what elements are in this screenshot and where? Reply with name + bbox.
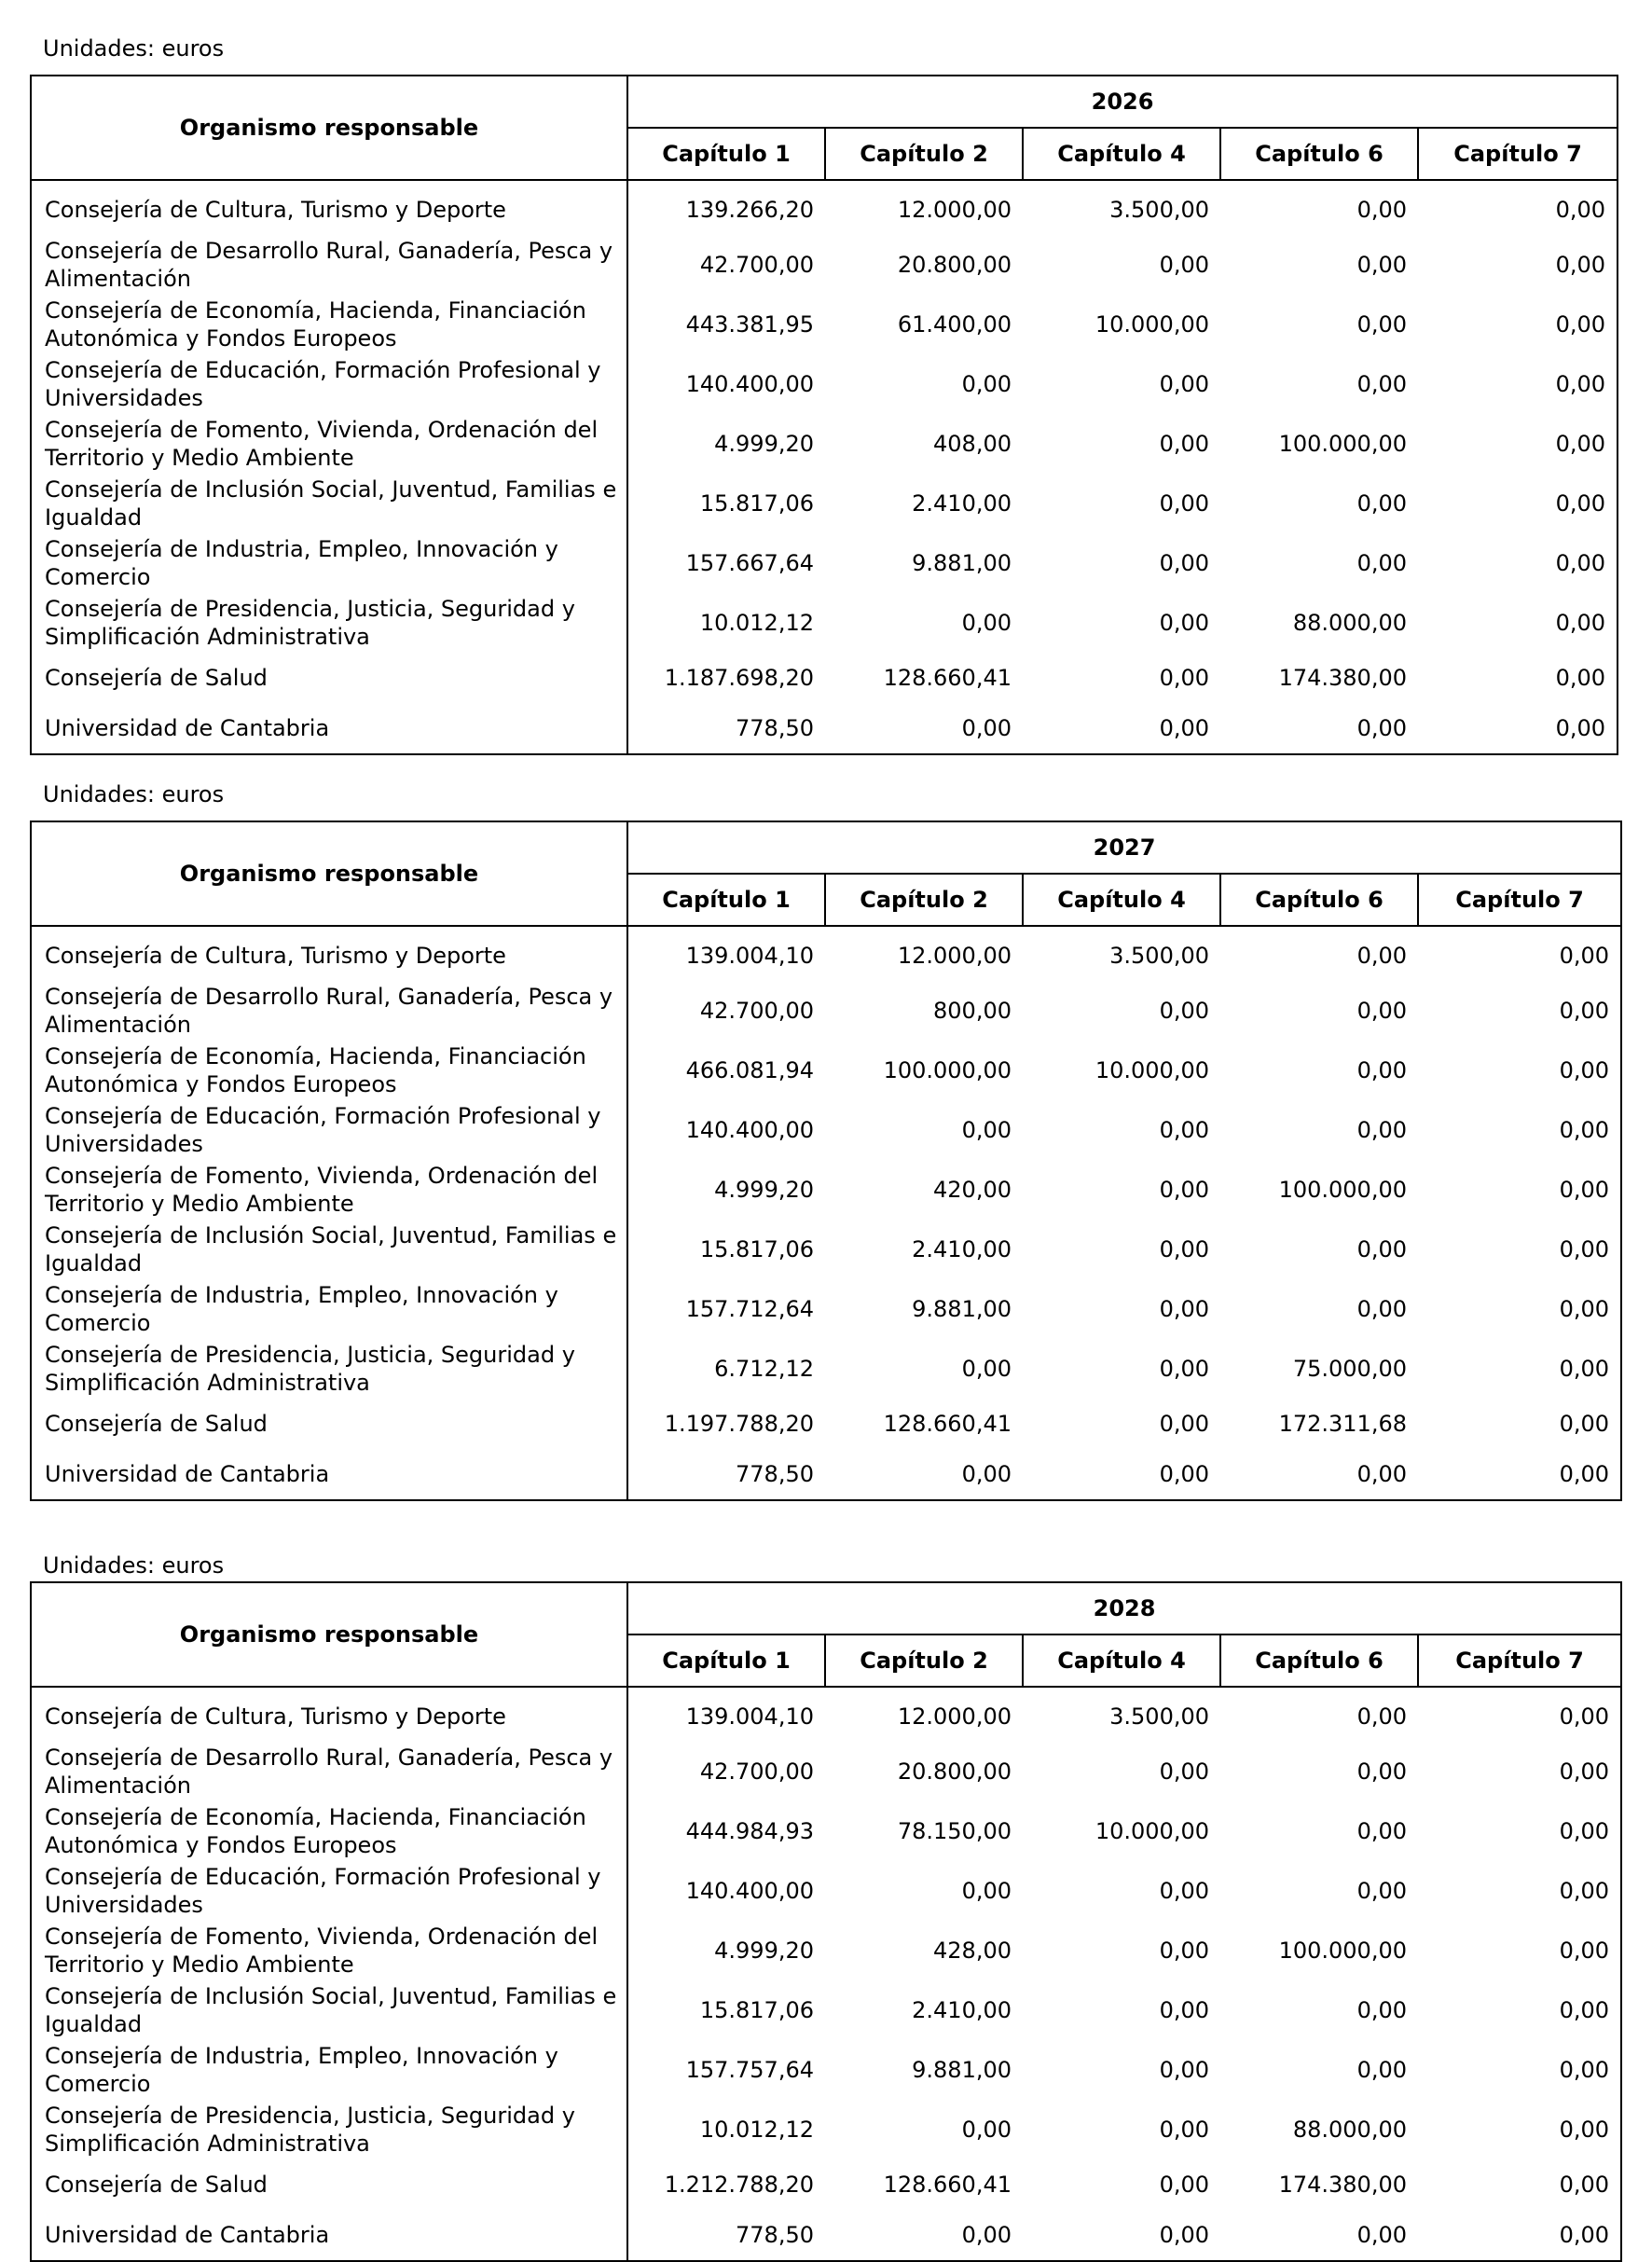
value-cell: 0,00 — [1159, 1878, 1209, 1904]
value-cell: 172.311,68 — [1278, 1411, 1407, 1437]
value-cell: 0,00 — [1159, 2222, 1209, 2248]
org-cell: Consejería de Economía, Hacienda, Financiación Autonómica y Fondos Europeos — [31, 1041, 627, 1100]
value-cell: 10.000,00 — [1094, 1057, 1209, 1083]
value-cell: 157.757,64 — [685, 2057, 814, 2083]
value-cell: 0,00 — [1555, 431, 1606, 457]
year-header: 2026 — [627, 76, 1618, 128]
chapter-header: Capítulo 1 — [627, 128, 825, 180]
value-cell: 0,00 — [1356, 1117, 1407, 1143]
value-cell: 139.004,10 — [685, 1703, 814, 1730]
units-label: Unidades: euros — [43, 35, 225, 62]
value-cell: 157.667,64 — [685, 550, 814, 576]
value-cell: 128.660,41 — [883, 665, 1012, 691]
table-row — [31, 414, 1618, 474]
value-cell: 88.000,00 — [1292, 610, 1407, 636]
value-cell: 0,00 — [1559, 1057, 1610, 1083]
value-cell: 0,00 — [1559, 1878, 1610, 1904]
table-row — [31, 981, 1621, 1041]
table-row — [31, 653, 1618, 703]
value-cell: 0,00 — [1356, 1296, 1407, 1322]
value-cell: 100.000,00 — [1278, 1938, 1407, 1964]
value-cell: 0,00 — [1555, 371, 1606, 397]
value-cell: 20.800,00 — [897, 252, 1012, 278]
table-row — [31, 1687, 1621, 1742]
value-cell: 139.004,10 — [685, 943, 814, 969]
value-cell: 0,00 — [1159, 2117, 1209, 2143]
value-cell: 12.000,00 — [897, 943, 1012, 969]
value-cell: 0,00 — [961, 610, 1012, 636]
org-cell: Consejería de Inclusión Social, Juventud, Familias e Igualdad — [31, 474, 627, 533]
units-label: Unidades: euros — [43, 1552, 225, 1579]
value-cell: 443.381,95 — [685, 311, 814, 338]
value-cell: 0,00 — [1559, 2172, 1610, 2198]
org-cell: Consejería de Salud — [31, 653, 627, 703]
value-cell: 12.000,00 — [897, 197, 1012, 223]
value-cell: 0,00 — [961, 715, 1012, 741]
value-cell: 0,00 — [961, 2117, 1012, 2143]
table-row — [31, 593, 1618, 653]
table-row — [31, 1100, 1621, 1160]
table-row — [31, 1160, 1621, 1220]
value-cell: 174.380,00 — [1278, 2172, 1407, 2198]
value-cell: 0,00 — [1356, 1461, 1407, 1487]
value-cell: 0,00 — [961, 371, 1012, 397]
org-cell: Consejería de Cultura, Turismo y Deporte — [31, 180, 627, 235]
value-cell: 0,00 — [1356, 371, 1407, 397]
value-cell: 0,00 — [1159, 1356, 1209, 1382]
org-column-header: Organismo responsable — [31, 821, 627, 926]
value-cell: 0,00 — [1356, 943, 1407, 969]
value-cell: 0,00 — [1356, 252, 1407, 278]
org-cell: Consejería de Inclusión Social, Juventud, Familias e Igualdad — [31, 1220, 627, 1279]
chapter-header: Capítulo 2 — [825, 1634, 1023, 1687]
table-row — [31, 2159, 1621, 2210]
value-cell: 0,00 — [1559, 1759, 1610, 1785]
org-cell: Consejería de Presidencia, Justicia, Seguridad y Simplificación Administrativa — [31, 2100, 627, 2159]
table-row — [31, 1041, 1621, 1100]
value-cell: 128.660,41 — [883, 2172, 1012, 2198]
value-cell: 0,00 — [1356, 1703, 1407, 1730]
table-row — [31, 1279, 1621, 1339]
value-cell: 0,00 — [1555, 665, 1606, 691]
value-cell: 174.380,00 — [1278, 665, 1407, 691]
value-cell: 0,00 — [1559, 1938, 1610, 1964]
value-cell: 0,00 — [1356, 1878, 1407, 1904]
chapter-header: Capítulo 7 — [1418, 1634, 1621, 1687]
value-cell: 3.500,00 — [1109, 1703, 1209, 1730]
value-cell: 0,00 — [1555, 311, 1606, 338]
value-cell: 444.984,93 — [685, 1818, 814, 1844]
org-cell: Consejería de Desarrollo Rural, Ganadería, Pesca y Alimentación — [31, 235, 627, 295]
org-cell: Consejería de Industria, Empleo, Innovación y Comercio — [31, 533, 627, 593]
budget-table-2026 — [30, 75, 1618, 755]
value-cell: 0,00 — [1555, 550, 1606, 576]
value-cell: 0,00 — [1356, 998, 1407, 1024]
value-cell: 4.999,20 — [714, 1938, 814, 1964]
table-row — [31, 1449, 1621, 1500]
value-cell: 0,00 — [1555, 252, 1606, 278]
org-cell: Consejería de Cultura, Turismo y Deporte — [31, 926, 627, 981]
value-cell: 10.012,12 — [699, 2117, 814, 2143]
org-cell: Consejería de Salud — [31, 1399, 627, 1449]
value-cell: 0,00 — [1555, 197, 1606, 223]
value-cell: 0,00 — [1159, 2172, 1209, 2198]
value-cell: 157.712,64 — [685, 1296, 814, 1322]
value-cell: 0,00 — [1159, 1177, 1209, 1203]
chapter-header: Capítulo 7 — [1418, 874, 1621, 926]
value-cell: 0,00 — [1559, 2222, 1610, 2248]
value-cell: 0,00 — [1159, 1759, 1209, 1785]
value-cell: 0,00 — [1159, 998, 1209, 1024]
table-row — [31, 1399, 1621, 1449]
org-cell: Consejería de Presidencia, Justicia, Seguridad y Simplificación Administrativa — [31, 1339, 627, 1399]
table-row — [31, 703, 1618, 754]
value-cell: 1.212.788,20 — [664, 2172, 814, 2198]
table-row — [31, 533, 1618, 593]
value-cell: 9.881,00 — [912, 550, 1012, 576]
table-row — [31, 1220, 1621, 1279]
value-cell: 0,00 — [1356, 1818, 1407, 1844]
value-cell: 0,00 — [1559, 1177, 1610, 1203]
table-row — [31, 926, 1621, 981]
value-cell: 2.410,00 — [912, 490, 1012, 517]
value-cell: 140.400,00 — [685, 371, 814, 397]
chapter-header: Capítulo 7 — [1418, 128, 1618, 180]
value-cell: 140.400,00 — [685, 1117, 814, 1143]
table-row — [31, 354, 1618, 414]
value-cell: 0,00 — [1159, 1938, 1209, 1964]
value-cell: 778,50 — [736, 2222, 814, 2248]
org-cell: Consejería de Educación, Formación Profesional y Universidades — [31, 354, 627, 414]
table-row — [31, 1339, 1621, 1399]
value-cell: 0,00 — [1559, 998, 1610, 1024]
value-cell: 0,00 — [1159, 252, 1209, 278]
value-cell: 0,00 — [1356, 1236, 1407, 1262]
org-cell: Consejería de Fomento, Vivienda, Ordenación del Territorio y Medio Ambiente — [31, 1160, 627, 1220]
value-cell: 0,00 — [1555, 490, 1606, 517]
value-cell: 0,00 — [1559, 2117, 1610, 2143]
value-cell: 466.081,94 — [685, 1057, 814, 1083]
chapter-header: Capítulo 6 — [1220, 1634, 1418, 1687]
value-cell: 408,00 — [933, 431, 1012, 457]
value-cell: 0,00 — [1356, 715, 1407, 741]
value-cell: 0,00 — [1356, 2057, 1407, 2083]
chapter-header: Capítulo 1 — [627, 874, 825, 926]
value-cell: 42.700,00 — [699, 998, 814, 1024]
value-cell: 0,00 — [1159, 1236, 1209, 1262]
value-cell: 0,00 — [1356, 1057, 1407, 1083]
value-cell: 42.700,00 — [699, 252, 814, 278]
units-label: Unidades: euros — [43, 781, 225, 807]
org-cell: Consejería de Inclusión Social, Juventud, Familias e Igualdad — [31, 1980, 627, 2040]
value-cell: 0,00 — [1559, 1296, 1610, 1322]
org-cell: Consejería de Salud — [31, 2159, 627, 2210]
value-cell: 3.500,00 — [1109, 197, 1209, 223]
value-cell: 6.712,12 — [714, 1356, 814, 1382]
value-cell: 0,00 — [1559, 943, 1610, 969]
value-cell: 0,00 — [1559, 2057, 1610, 2083]
value-cell: 0,00 — [1159, 1117, 1209, 1143]
value-cell: 10.000,00 — [1094, 311, 1209, 338]
value-cell: 428,00 — [933, 1938, 1012, 1964]
table-row — [31, 1801, 1621, 1861]
chapter-header: Capítulo 4 — [1023, 128, 1220, 180]
value-cell: 4.999,20 — [714, 431, 814, 457]
year-header: 2027 — [627, 821, 1621, 874]
budget-table-2028 — [30, 1581, 1622, 2262]
org-column-header: Organismo responsable — [31, 1582, 627, 1687]
value-cell: 420,00 — [933, 1177, 1012, 1203]
value-cell: 88.000,00 — [1292, 2117, 1407, 2143]
value-cell: 0,00 — [1555, 610, 1606, 636]
table-row — [31, 2100, 1621, 2159]
chapter-header: Capítulo 6 — [1220, 874, 1418, 926]
value-cell: 0,00 — [1356, 2222, 1407, 2248]
value-cell: 0,00 — [1159, 1997, 1209, 2023]
org-cell: Universidad de Cantabria — [31, 703, 627, 754]
value-cell: 0,00 — [961, 1356, 1012, 1382]
table-row — [31, 1921, 1621, 1980]
value-cell: 0,00 — [1159, 1296, 1209, 1322]
value-cell: 0,00 — [1159, 610, 1209, 636]
table-row — [31, 180, 1618, 235]
org-cell: Consejería de Fomento, Vivienda, Ordenación del Territorio y Medio Ambiente — [31, 1921, 627, 1980]
budget-table-2027 — [30, 821, 1622, 1501]
value-cell: 42.700,00 — [699, 1759, 814, 1785]
org-cell: Universidad de Cantabria — [31, 1449, 627, 1500]
value-cell: 0,00 — [1159, 490, 1209, 517]
value-cell: 0,00 — [1559, 1356, 1610, 1382]
table-row — [31, 295, 1618, 354]
value-cell: 9.881,00 — [912, 1296, 1012, 1322]
value-cell: 0,00 — [1559, 1411, 1610, 1437]
value-cell: 15.817,06 — [699, 1997, 814, 2023]
org-cell: Consejería de Desarrollo Rural, Ganadería, Pesca y Alimentación — [31, 1742, 627, 1801]
table-row — [31, 1980, 1621, 2040]
value-cell: 0,00 — [1559, 1997, 1610, 2023]
table-row — [31, 1742, 1621, 1801]
value-cell: 0,00 — [1159, 431, 1209, 457]
value-cell: 778,50 — [736, 715, 814, 741]
value-cell: 61.400,00 — [897, 311, 1012, 338]
chapter-header: Capítulo 6 — [1220, 128, 1418, 180]
value-cell: 2.410,00 — [912, 1236, 1012, 1262]
value-cell: 128.660,41 — [883, 1411, 1012, 1437]
value-cell: 140.400,00 — [685, 1878, 814, 1904]
value-cell: 0,00 — [1356, 490, 1407, 517]
org-cell: Consejería de Industria, Empleo, Innovación y Comercio — [31, 2040, 627, 2100]
value-cell: 0,00 — [961, 1878, 1012, 1904]
table-row — [31, 235, 1618, 295]
value-cell: 139.266,20 — [685, 197, 814, 223]
org-cell: Consejería de Economía, Hacienda, Financiación Autonómica y Fondos Europeos — [31, 1801, 627, 1861]
value-cell: 0,00 — [1159, 665, 1209, 691]
value-cell: 0,00 — [1159, 371, 1209, 397]
value-cell: 15.817,06 — [699, 1236, 814, 1262]
value-cell: 10.012,12 — [699, 610, 814, 636]
org-cell: Consejería de Desarrollo Rural, Ganadería, Pesca y Alimentación — [31, 981, 627, 1041]
org-column-header: Organismo responsable — [31, 76, 627, 180]
value-cell: 10.000,00 — [1094, 1818, 1209, 1844]
value-cell: 0,00 — [1559, 1117, 1610, 1143]
value-cell: 75.000,00 — [1292, 1356, 1407, 1382]
org-cell: Consejería de Economía, Hacienda, Financiación Autonómica y Fondos Europeos — [31, 295, 627, 354]
value-cell: 0,00 — [1356, 550, 1407, 576]
org-cell: Consejería de Educación, Formación Profesional y Universidades — [31, 1861, 627, 1921]
table-row — [31, 1861, 1621, 1921]
value-cell: 4.999,20 — [714, 1177, 814, 1203]
table-row — [31, 2210, 1621, 2261]
value-cell: 0,00 — [1159, 2057, 1209, 2083]
value-cell: 15.817,06 — [699, 490, 814, 517]
value-cell: 0,00 — [1559, 1461, 1610, 1487]
value-cell: 0,00 — [1356, 311, 1407, 338]
value-cell: 1.197.788,20 — [664, 1411, 814, 1437]
value-cell: 20.800,00 — [897, 1759, 1012, 1785]
value-cell: 100.000,00 — [1278, 431, 1407, 457]
chapter-header: Capítulo 1 — [627, 1634, 825, 1687]
org-cell: Consejería de Presidencia, Justicia, Seguridad y Simplificación Administrativa — [31, 593, 627, 653]
value-cell: 78.150,00 — [897, 1818, 1012, 1844]
value-cell: 0,00 — [961, 1117, 1012, 1143]
value-cell: 0,00 — [1559, 1703, 1610, 1730]
value-cell: 100.000,00 — [1278, 1177, 1407, 1203]
value-cell: 0,00 — [1555, 715, 1606, 741]
table-row — [31, 474, 1618, 533]
value-cell: 0,00 — [1356, 1997, 1407, 2023]
value-cell: 12.000,00 — [897, 1703, 1012, 1730]
value-cell: 100.000,00 — [883, 1057, 1012, 1083]
value-cell: 0,00 — [1356, 197, 1407, 223]
value-cell: 0,00 — [1159, 715, 1209, 741]
value-cell: 0,00 — [1356, 1759, 1407, 1785]
org-cell: Consejería de Educación, Formación Profesional y Universidades — [31, 1100, 627, 1160]
value-cell: 2.410,00 — [912, 1997, 1012, 2023]
value-cell: 0,00 — [1159, 1461, 1209, 1487]
value-cell: 3.500,00 — [1109, 943, 1209, 969]
org-cell: Universidad de Cantabria — [31, 2210, 627, 2261]
org-cell: Consejería de Cultura, Turismo y Deporte — [31, 1687, 627, 1742]
value-cell: 0,00 — [1559, 1236, 1610, 1262]
value-cell: 778,50 — [736, 1461, 814, 1487]
chapter-header: Capítulo 2 — [825, 874, 1023, 926]
value-cell: 1.187.698,20 — [664, 665, 814, 691]
chapter-header: Capítulo 2 — [825, 128, 1023, 180]
value-cell: 800,00 — [933, 998, 1012, 1024]
value-cell: 0,00 — [961, 2222, 1012, 2248]
org-cell: Consejería de Industria, Empleo, Innovación y Comercio — [31, 1279, 627, 1339]
value-cell: 0,00 — [961, 1461, 1012, 1487]
chapter-header: Capítulo 4 — [1023, 1634, 1220, 1687]
value-cell: 9.881,00 — [912, 2057, 1012, 2083]
org-cell: Consejería de Fomento, Vivienda, Ordenación del Territorio y Medio Ambiente — [31, 414, 627, 474]
value-cell: 0,00 — [1559, 1818, 1610, 1844]
table-row — [31, 2040, 1621, 2100]
year-header: 2028 — [627, 1582, 1621, 1634]
chapter-header: Capítulo 4 — [1023, 874, 1220, 926]
value-cell: 0,00 — [1159, 550, 1209, 576]
value-cell: 0,00 — [1159, 1411, 1209, 1437]
